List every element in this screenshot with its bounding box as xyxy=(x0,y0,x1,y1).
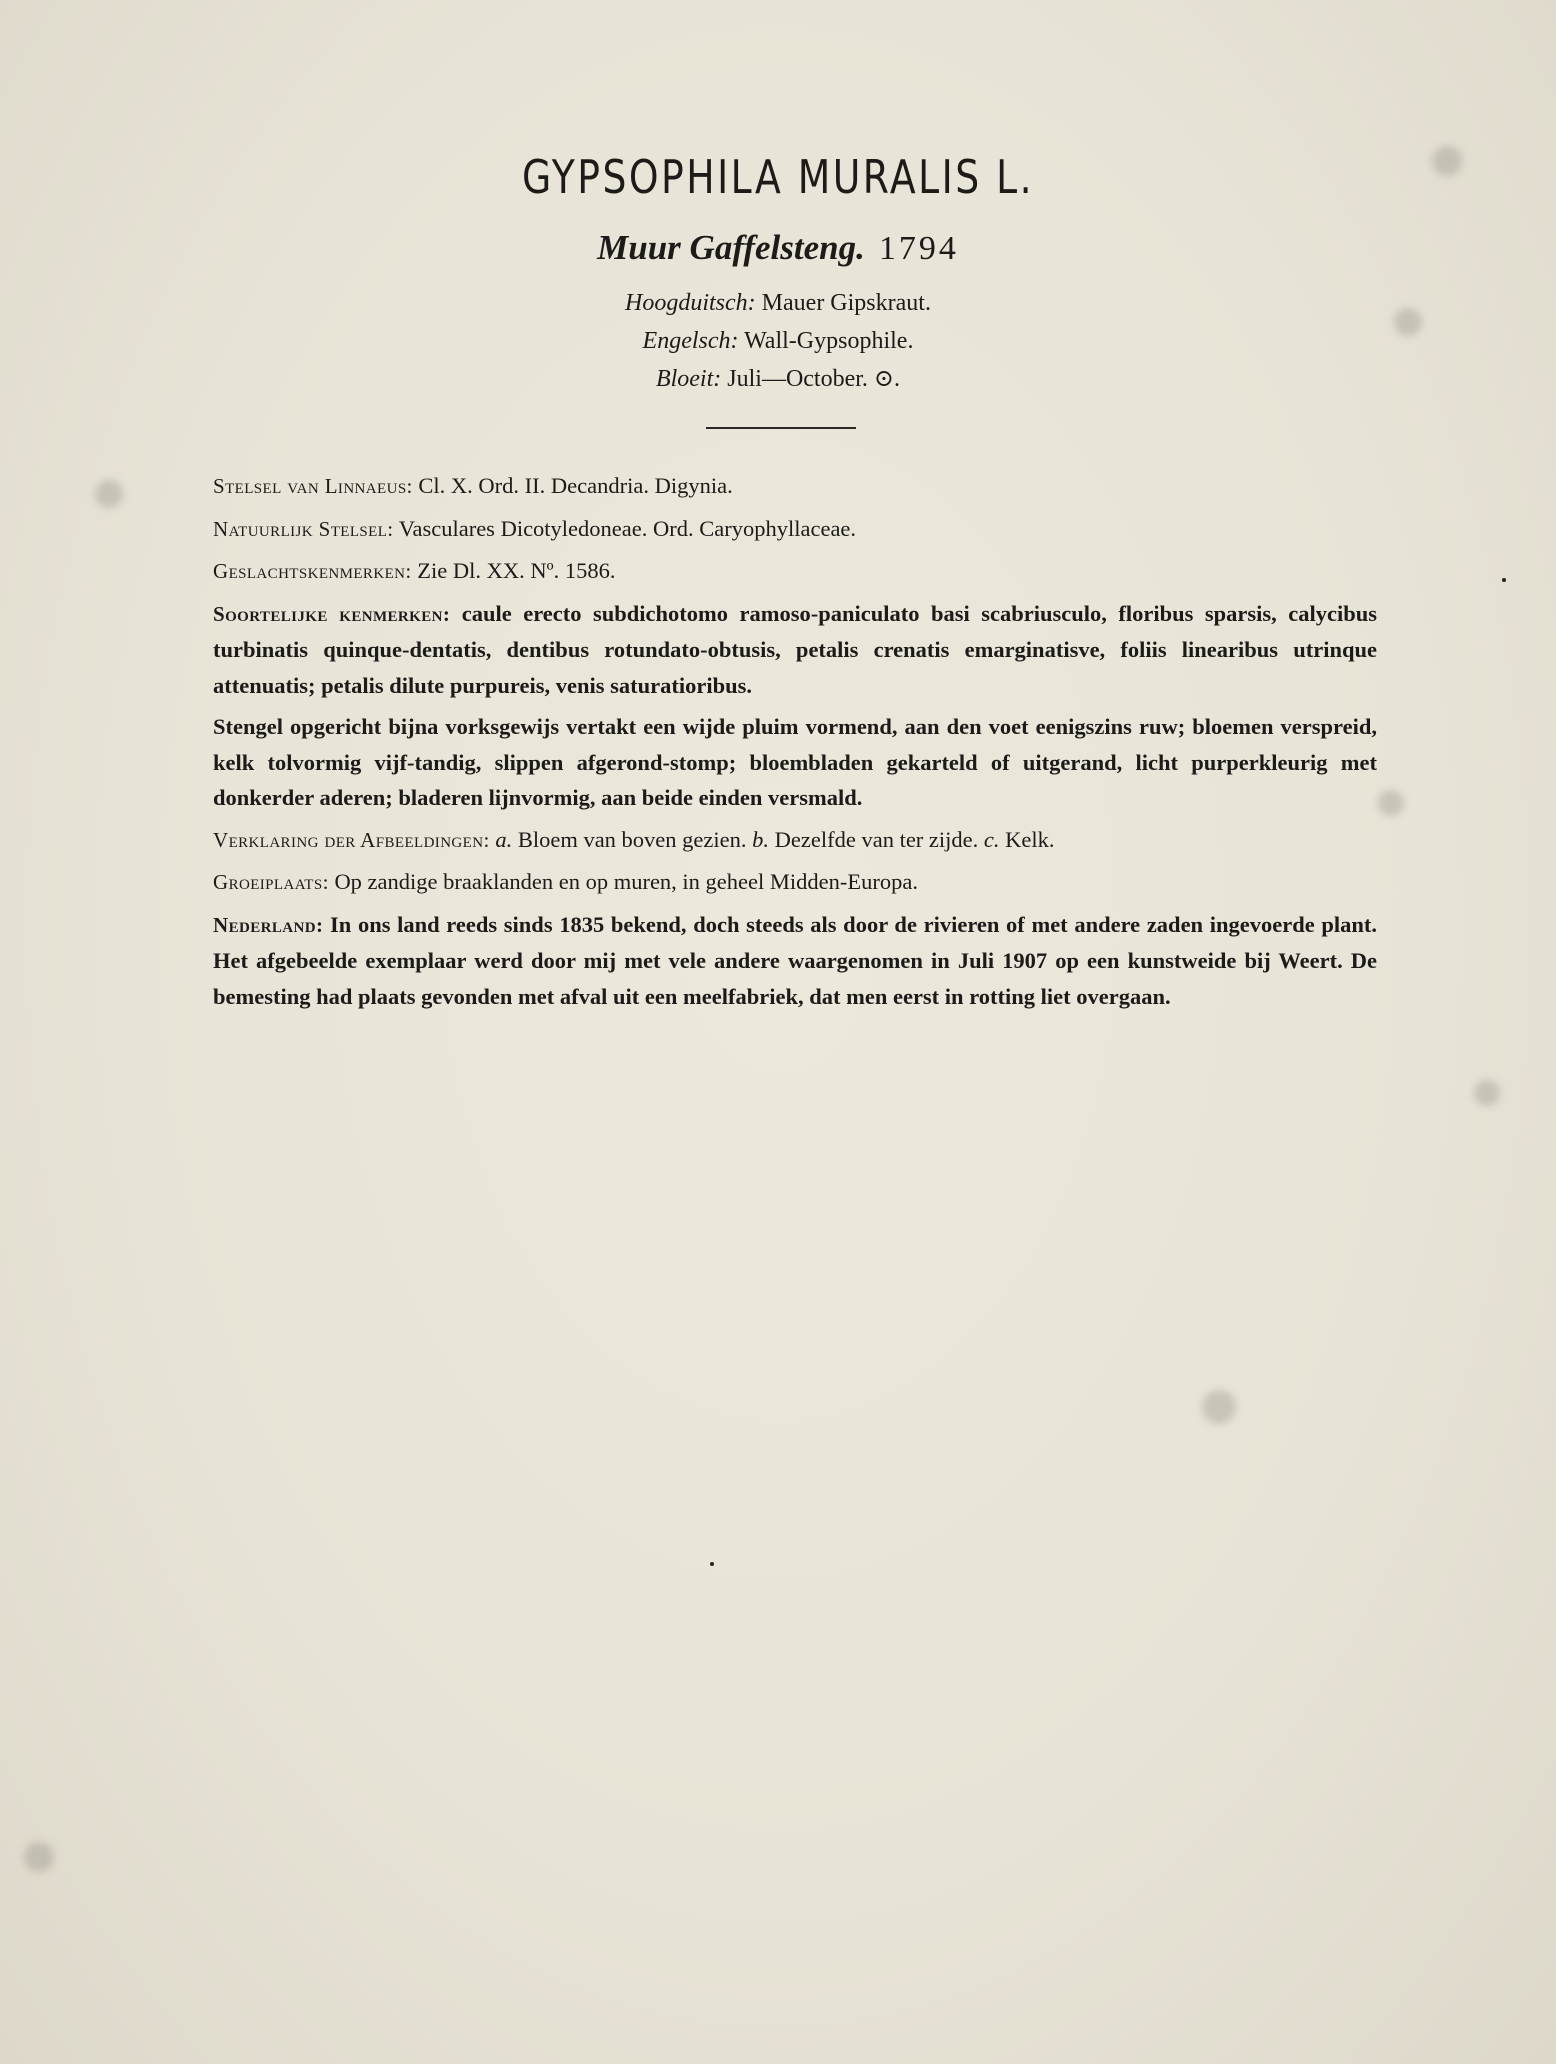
section-label: Soortelijke kenmerken: xyxy=(213,601,451,626)
dutch-name: Muur Gaffelsteng. xyxy=(597,228,865,267)
section-text: Zie Dl. XX. Nº. 1586. xyxy=(417,558,616,583)
section-text: Vasculares Dicotyledoneae. Ord. Caryophyllaceae. xyxy=(398,515,857,541)
figure-text: Bloem van boven gezien. xyxy=(517,826,747,852)
figure-letter: a. xyxy=(495,826,513,852)
section-label: Stelsel van Linnaeus: xyxy=(213,474,413,498)
section-label: Groeiplaats: xyxy=(213,870,329,894)
name-value: Juli—October. ⊙. xyxy=(727,366,901,392)
paragraph-habitat xyxy=(213,864,1377,901)
figure-text: Dezelfde van ter zijde. xyxy=(774,826,979,852)
paper-stain xyxy=(95,480,123,508)
name-row-english xyxy=(0,322,1556,360)
divider xyxy=(706,427,856,429)
subtitle xyxy=(0,228,1556,268)
name-label: Hoogduitsch: xyxy=(625,290,756,316)
section-label: Verklaring der Afbeeldingen: xyxy=(213,827,490,852)
paper-stain xyxy=(1378,790,1404,816)
paper-stain xyxy=(1432,146,1462,176)
section-text: Cl. X. Ord. II. Decandria. Digynia. xyxy=(418,473,733,498)
paragraph-linnaeus xyxy=(213,468,1377,505)
section-label: Nederland: xyxy=(213,912,324,937)
paragraph-description xyxy=(213,709,1377,816)
paragraph-natural-system xyxy=(213,511,1377,548)
page-title: GYPSOPHILA MURALIS L. xyxy=(521,150,1035,204)
paragraph-figures xyxy=(213,822,1377,859)
figure-text: Kelk. xyxy=(1005,826,1055,852)
name-value: Mauer Gipskraut. xyxy=(761,290,931,316)
section-text: In ons land reeds sinds 1835 bekend, doch steeds als door de rivieren of met andere zaden ingevoerde plant. Het afgebeelde exemplaar werd door mij met vele andere waargenomen in Juli 1907 op een kunstweide bij Weert. De bemesting had plaats gevonden met afval uit een meelfabriek, dat men eerst in rotting liet overgaan. xyxy=(213,911,1378,1009)
paper-stain xyxy=(1202,1390,1236,1424)
description-body xyxy=(213,468,1377,1020)
figure-letter: c. xyxy=(983,826,1000,852)
ink-speck xyxy=(710,1562,714,1566)
paragraph-netherlands xyxy=(213,907,1377,1015)
ink-speck xyxy=(1502,578,1506,582)
section-label: Natuurlijk Stelsel: xyxy=(213,516,394,541)
figure-letter: b. xyxy=(752,826,770,852)
paragraph-species xyxy=(213,596,1377,704)
name-value: Wall-Gypsophile. xyxy=(744,328,914,354)
name-label: Bloeit: xyxy=(655,366,722,392)
paper-stain xyxy=(1474,1080,1500,1106)
paragraph-genus xyxy=(213,553,1377,590)
vernacular-names xyxy=(0,284,1556,398)
section-text: Stengel opgericht bijna vorksgewijs vertakt een wijde pluim vormend, aan den voet eenigszins ruw; bloemen verspreid, kelk tolvormig vijf-tandig, slippen afgerond-stomp; bloembladen gekarteld of uitgerand, licht purperkleurig met donkerder aderen; bladeren lijnvormig, aan beide einden versmald. xyxy=(213,714,1377,810)
paper-stain xyxy=(24,1842,54,1872)
section-text: Op zandige braaklanden en op muren, in geheel Midden-Europa. xyxy=(334,869,918,894)
section-text: caule erecto subdichotomo ramoso-paniculato basi scabriusculo, floribus sparsis, calycibus turbinatis quinque-dentatis, dentibus rotundato-obtusis, petalis crenatis emarginatisve, foliis linearibus utrinque attenuatis; petalis dilute purpureis, venis saturatioribus. xyxy=(213,600,1377,698)
section-label: Geslachtskenmerken: xyxy=(213,559,412,583)
name-label: Engelsch: xyxy=(642,328,739,354)
plate-number: 1794 xyxy=(878,230,959,267)
name-row-flowering xyxy=(0,360,1556,398)
name-row-german xyxy=(0,284,1556,322)
